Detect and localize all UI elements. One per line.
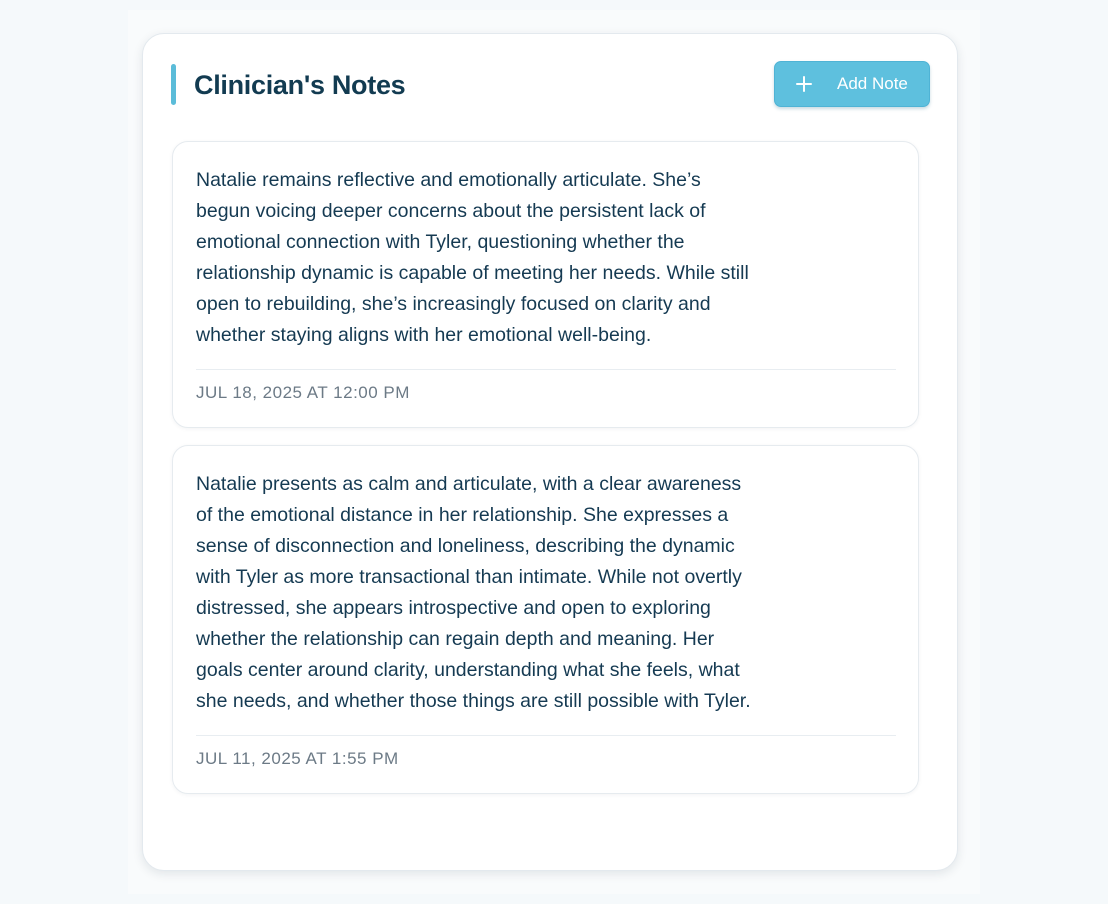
note-text-line: relationship dynamic is capable of meeting her needs. While still <box>196 262 749 284</box>
clinician-notes-panel <box>142 33 958 871</box>
note-text-line: begun voicing deeper concerns about the persistent lack of <box>196 200 706 222</box>
panel-title: Clinician's Notes <box>194 70 406 100</box>
note-card <box>172 141 919 428</box>
note-card <box>172 445 919 794</box>
note-text-line: of the emotional distance in her relationship. She expresses a <box>196 504 729 526</box>
note-text-line: sense of disconnection and loneliness, describing the dynamic <box>196 535 735 557</box>
note-date: JUL 11, 2025 AT 1:55 PM <box>196 749 399 768</box>
plus-icon <box>796 76 812 92</box>
note-text-line: goals center around clarity, understanding what she feels, what <box>196 659 740 681</box>
note-text-line: open to rebuilding, she’s increasingly focused on clarity and <box>196 293 711 315</box>
note-divider <box>196 369 896 370</box>
note-text-line: with Tyler as more transactional than intimate. While not overtly <box>196 566 742 588</box>
note-text-line: she needs, and whether those things are still possible with Tyler. <box>196 690 751 712</box>
note-text-line: distressed, she appears introspective and open to exploring <box>196 597 711 619</box>
add-note-button[interactable] <box>774 61 930 107</box>
note-text-line: Natalie presents as calm and articulate, with a clear awareness <box>196 473 742 495</box>
note-text <box>196 469 806 717</box>
note-text <box>196 165 806 351</box>
note-divider <box>196 735 896 736</box>
note-text-line: whether staying aligns with her emotional well-being. <box>196 324 652 346</box>
add-note-label: Add Note <box>837 74 908 93</box>
title-accent-bar <box>171 64 176 105</box>
note-date: JUL 18, 2025 AT 12:00 PM <box>196 383 410 402</box>
note-text-line: Natalie remains reflective and emotionally articulate. She’s <box>196 169 701 191</box>
note-text-line: emotional connection with Tyler, questioning whether the <box>196 231 685 253</box>
note-text-line: whether the relationship can regain depth and meaning. Her <box>196 628 715 650</box>
